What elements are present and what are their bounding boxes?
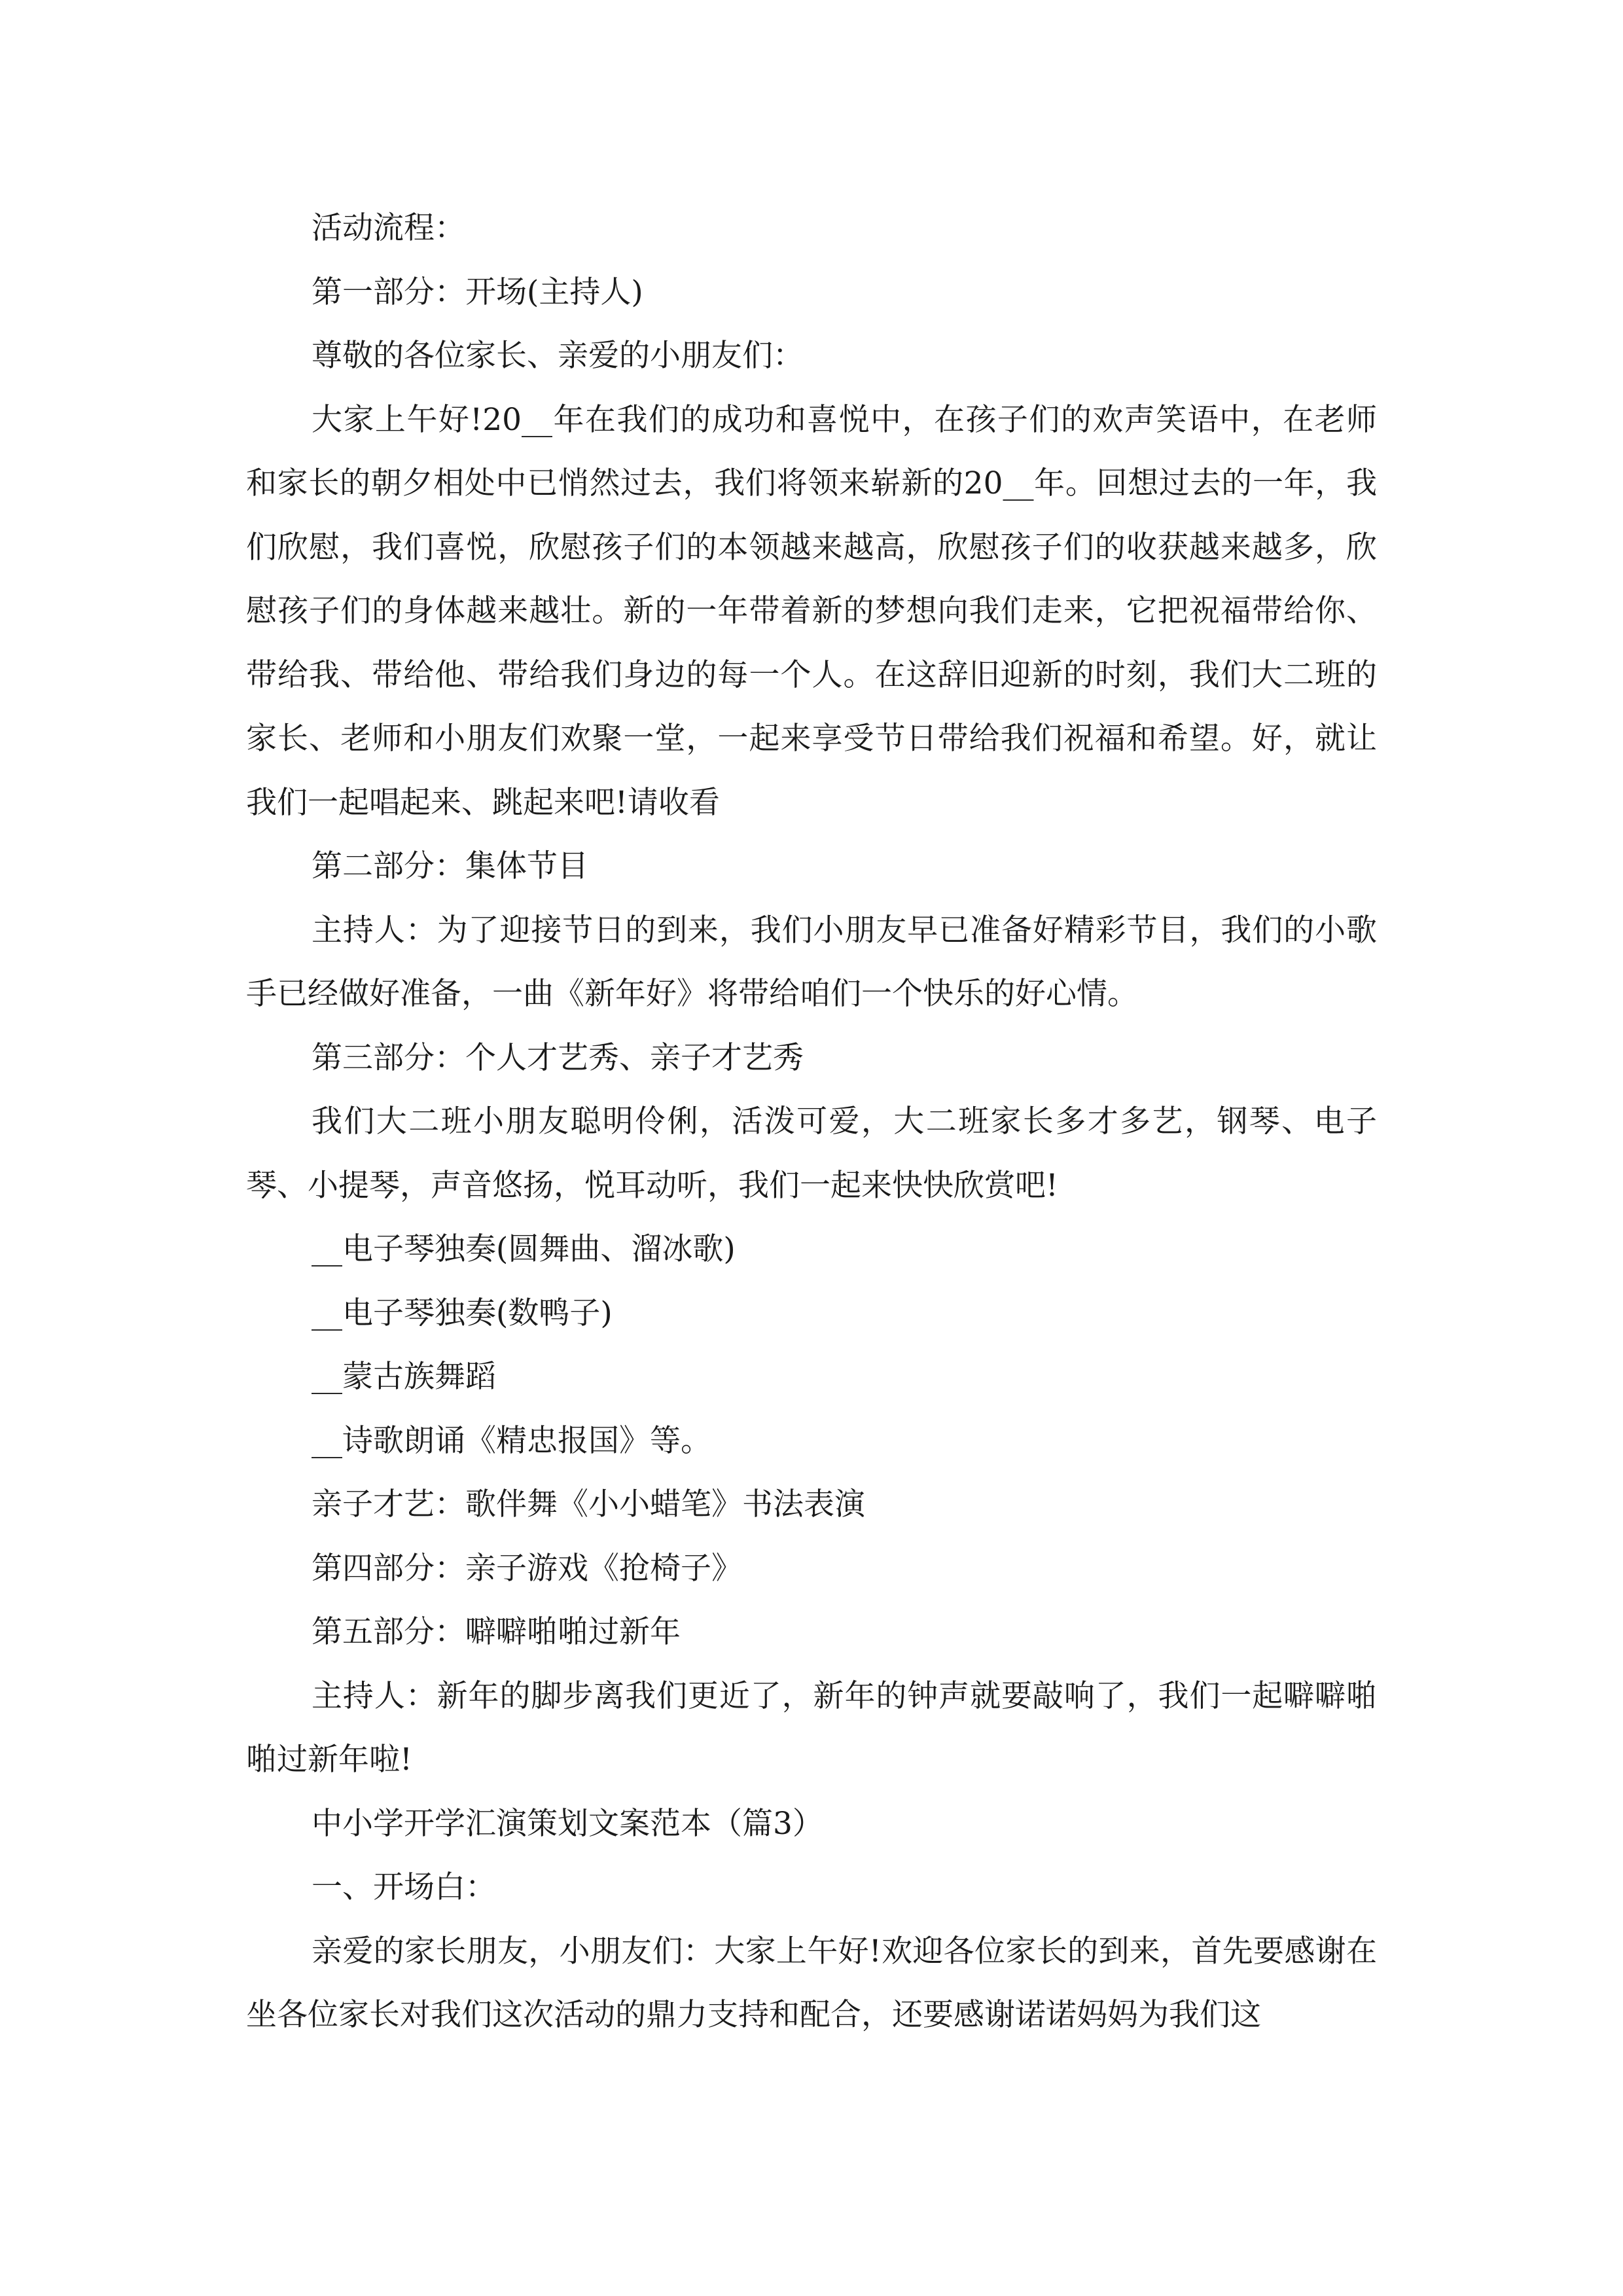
- paragraph-greeting: 尊敬的各位家长、亲爱的小朋友们：: [312, 338, 804, 374]
- section-title-article-3: 中小学开学汇演策划文案范本（篇3）: [312, 1805, 823, 1842]
- paragraph-opening-heading: 一、开场白：: [312, 1869, 496, 1905]
- paragraph-part-four-heading: 第四部分：亲子游戏《抢椅子》: [312, 1550, 742, 1587]
- list-item-keyboard-solo-1: __电子琴独奏(圆舞曲、溜冰歌): [312, 1231, 736, 1267]
- paragraph-opening-speech: 大家上午好!20__年在我们的成功和喜悦中，在孩子们的欢声笑语中，在老师和家长的朝夕相处中已悄然过去，我们将领来崭新的20__年。回想过去的一年，我们欣慰，我们喜悦，欣慰孩子们的本领越来越高，欣慰孩子们的收获越来越多，欣慰孩子们的身体越来越壮。新的一年带着新的梦想向我们走来，它把祝福带给你、带给我、带给他、带给我们身边的每一个人。在这辞旧迎新的时刻，我们大二班的家长、老师和小朋友们欢聚一堂，一起来享受节日带给我们祝福和希望。好，就让我们一起唱起来、跳起来吧!请收看: [246, 401, 1377, 821]
- paragraph-part-five-heading: 第五部分：噼噼啪啪过新年: [312, 1614, 681, 1650]
- list-item-mongolian-dance: __蒙古族舞蹈: [312, 1359, 496, 1395]
- paragraph-welcome-speech: 亲爱的家长朋友，小朋友们：大家上午好!欢迎各位家长的到来，首先要感谢在坐各位家长对我们这次活动的鼎力支持和配合，还要感谢诺诺妈妈为我们这: [246, 1933, 1377, 2033]
- paragraph-host-new-year: 主持人：新年的脚步离我们更近了，新年的钟声就要敲响了，我们一起噼噼啪啪过新年啦!: [246, 1677, 1377, 1778]
- list-item-poetry-recital: __诗歌朗诵《精忠报国》等。: [312, 1422, 711, 1459]
- paragraph-part-three-heading: 第三部分：个人才艺秀、亲子才艺秀: [312, 1039, 804, 1076]
- list-item-keyboard-solo-2: __电子琴独奏(数鸭子): [312, 1295, 613, 1331]
- document-body: [246, 196, 1377, 2047]
- paragraph-part-one-heading: 第一部分：开场(主持人): [312, 274, 643, 310]
- paragraph-host-group-show: 主持人：为了迎接节日的到来，我们小朋友早已准备好精彩节目，我们的小歌手已经做好准备，一曲《新年好》将带给咱们一个快乐的好心情。: [246, 912, 1377, 1012]
- paragraph-part-two-heading: 第二部分：集体节目: [312, 848, 588, 884]
- paragraph-talent-intro: 我们大二班小朋友聪明伶俐，活泼可爱，大二班家长多才多艺，钢琴、电子琴、小提琴，声音悠扬，悦耳动听，我们一起来快快欣赏吧!: [246, 1103, 1377, 1204]
- paragraph-activity-flow: 活动流程：: [312, 210, 465, 246]
- paragraph-parent-child-talent: 亲子才艺：歌伴舞《小小蜡笔》书法表演: [312, 1486, 865, 1522]
